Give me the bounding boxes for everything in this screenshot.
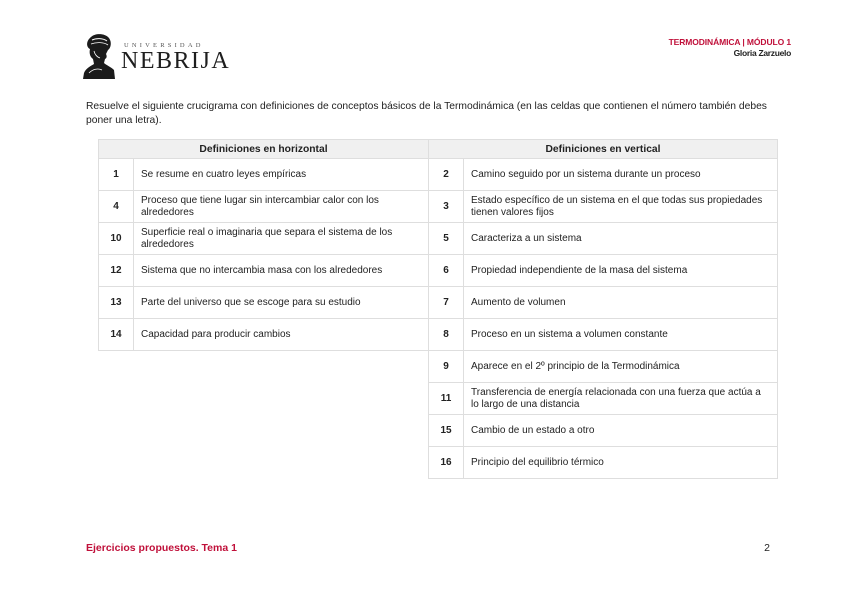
vertical-table-title: Definiciones en vertical <box>429 140 778 159</box>
definition-text: Parte del universo que se escoge para su estudio <box>134 287 429 319</box>
definition-text: Sistema que no intercambia masa con los alrededores <box>134 255 429 287</box>
definition-number: 6 <box>429 255 464 287</box>
nebrija-bust-icon <box>80 33 116 79</box>
definition-text: Principio del equilibrio térmico <box>464 447 778 479</box>
author-name: Gloria Zarzuelo <box>733 48 791 58</box>
definition-number: 13 <box>99 287 134 319</box>
definition-number: 11 <box>429 383 464 415</box>
definition-text: Camino seguido por un sistema durante un proceso <box>464 159 778 191</box>
definition-number: 1 <box>99 159 134 191</box>
definition-text: Capacidad para producir cambios <box>134 319 429 351</box>
definition-text: Transferencia de energía relacionada con una fuerza que actúa a lo largo de una distancia <box>464 383 778 415</box>
definition-text: Superficie real o imaginaria que separa el sistema de los alrededores <box>134 223 429 255</box>
definition-row <box>429 287 778 319</box>
definition-number: 4 <box>99 191 134 223</box>
definition-text: Se resume en cuatro leyes empíricas <box>134 159 429 191</box>
definition-number: 15 <box>429 415 464 447</box>
definition-number: 10 <box>99 223 134 255</box>
definition-row <box>429 383 778 415</box>
definition-row <box>429 351 778 383</box>
horizontal-definitions-table <box>98 139 429 351</box>
definition-row <box>99 223 429 255</box>
logo-name-text: NEBRIJA <box>121 48 231 74</box>
vertical-definitions-table <box>428 139 778 479</box>
definition-text: Proceso que tiene lugar sin intercambiar calor con los alrededores <box>134 191 429 223</box>
definition-number: 2 <box>429 159 464 191</box>
definition-row <box>99 159 429 191</box>
definition-text: Proceso en un sistema a volumen constante <box>464 319 778 351</box>
definition-row <box>429 223 778 255</box>
definition-number: 16 <box>429 447 464 479</box>
definition-row <box>99 191 429 223</box>
definition-text: Cambio de un estado a otro <box>464 415 778 447</box>
definition-text: Aparece en el 2º principio de la Termodinámica <box>464 351 778 383</box>
definition-number: 5 <box>429 223 464 255</box>
definition-text: Propiedad independiente de la masa del sistema <box>464 255 778 287</box>
definition-number: 9 <box>429 351 464 383</box>
definition-row <box>99 255 429 287</box>
definition-number: 8 <box>429 319 464 351</box>
horizontal-table-title: Definiciones en horizontal <box>99 140 429 159</box>
definition-row <box>429 159 778 191</box>
definition-row <box>429 191 778 223</box>
definition-number: 3 <box>429 191 464 223</box>
page-number: 2 <box>764 542 770 554</box>
definition-row <box>99 287 429 319</box>
definition-number: 12 <box>99 255 134 287</box>
instructions-paragraph: Resuelve el siguiente crucigrama con definiciones de conceptos básicos de la Termodinámica (en las celdas que contienen el número también debes poner una letra). <box>86 101 767 126</box>
definition-number: 7 <box>429 287 464 319</box>
definition-text: Aumento de volumen <box>464 287 778 319</box>
footer-title: Ejercicios propuestos. Tema 1 <box>86 542 237 554</box>
nebrija-logo <box>80 33 231 81</box>
definition-text: Caracteriza a un sistema <box>464 223 778 255</box>
definition-row <box>429 255 778 287</box>
course-title: TERMODINÁMICA | MÓDULO 1 <box>668 37 791 47</box>
definition-number: 14 <box>99 319 134 351</box>
logo-university-text: UNIVERSIDAD <box>124 42 204 49</box>
document-header <box>669 37 791 59</box>
definition-row <box>429 447 778 479</box>
definition-row <box>429 319 778 351</box>
definition-text: Estado específico de un sistema en el que todas sus propiedades tienen valores fijos <box>464 191 778 223</box>
definition-row <box>99 319 429 351</box>
definition-row <box>429 415 778 447</box>
